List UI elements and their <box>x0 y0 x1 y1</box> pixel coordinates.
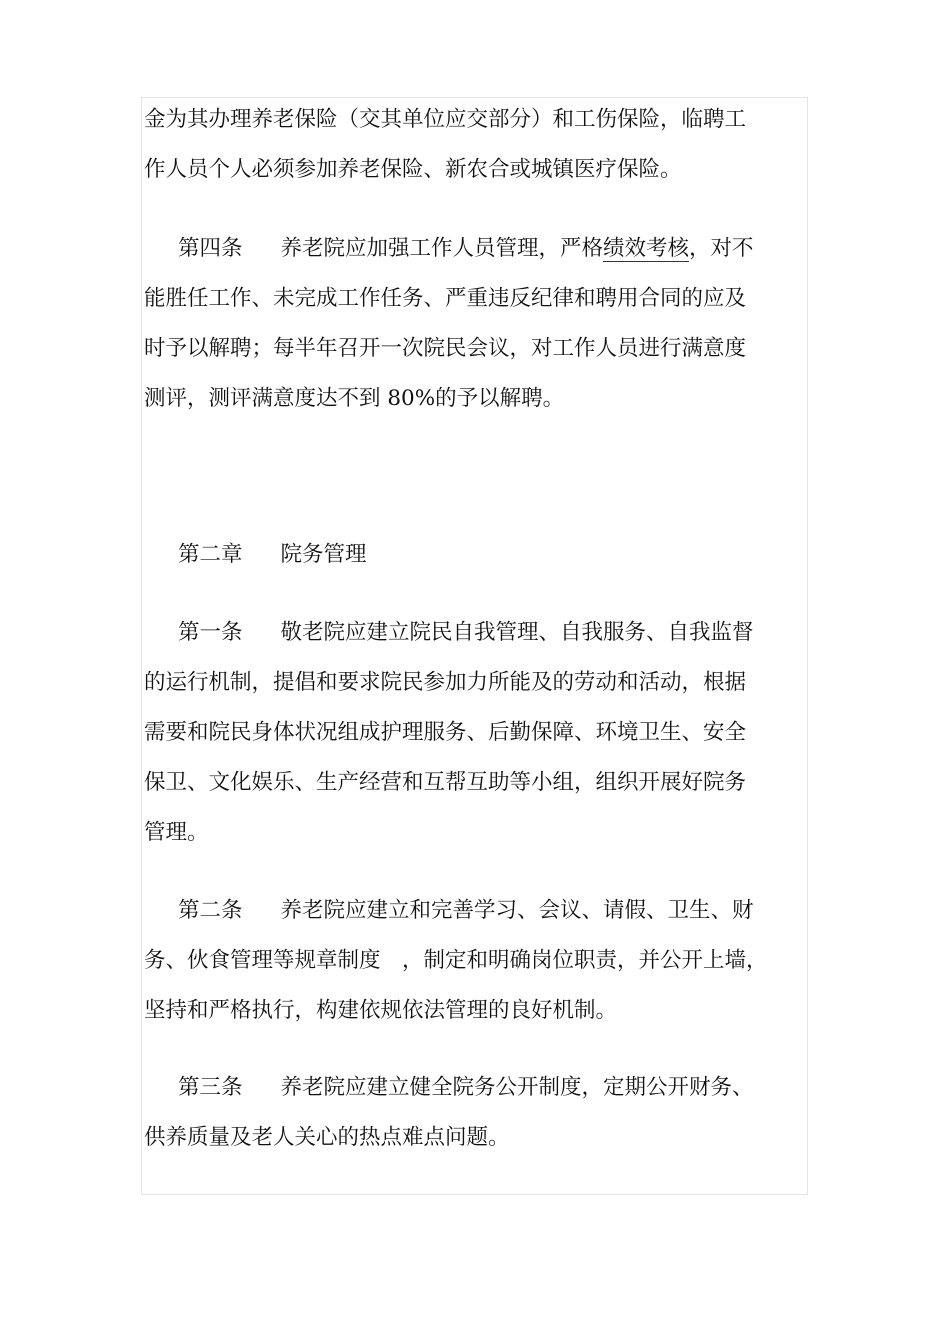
article-label: 第四条 <box>178 236 243 261</box>
paragraph-continued <box>144 95 814 195</box>
chapter-heading <box>144 530 814 580</box>
article-2 <box>144 886 814 1036</box>
text-line: 务、伙食管理等规章制度 ，制定和明确岗位职责，并公开上墙， <box>144 948 768 973</box>
article-1 <box>144 608 814 858</box>
text-line: 养老院应建立和完善学习、会议、请假、卫生、财 <box>280 898 754 923</box>
text-line: 养老院应加强工作人员管理，严格 <box>280 236 604 261</box>
chapter-title: 院务管理 <box>280 542 367 567</box>
text-line: 养老院应建立健全院务公开制度，定期公开财务、 <box>280 1075 754 1100</box>
text-line: 保卫、文化娱乐、生产经营和互帮互助等小组，组织开展好院务 <box>144 770 747 795</box>
performance-link[interactable]: 绩效考核 <box>603 236 690 261</box>
text-line: 能胜任工作、未完成工作任务、严重违反纪律和聘用合同的应及 <box>144 286 747 311</box>
text-line: 的运行机制，提倡和要求院民参加力所能及的劳动和活动，根据 <box>144 670 747 695</box>
text-line: 时予以解聘；每半年召开一次院民会议，对工作人员进行满意度 <box>144 336 747 361</box>
article-3 <box>144 1063 814 1163</box>
article-label: 第二条 <box>178 898 243 923</box>
article-label: 第三条 <box>178 1075 243 1100</box>
text-line: 作人员个人必须参加养老保险、新农合或城镇医疗保险。 <box>144 157 682 182</box>
text-line: 供养质量及老人关心的热点难点问题。 <box>144 1125 510 1150</box>
text-line: 敬老院应建立院民自我管理、自我服务、自我监督 <box>280 620 754 645</box>
article-4: 第四条 养老院应加强工作人员管理，严格绩效考核，对不 能胜任工作、未完成工作任务、严重违反纪律和聘用合同的应及 时予以解聘；每半年召开一次院民会议，对工作人员进行满意度 测评，测评满意度达不到 80%的予以解聘。 <box>144 224 814 424</box>
chapter-label: 第二章 <box>178 542 243 567</box>
text-line: 需要和院民身体状况组成护理服务、后勤保障、环境卫生、安全 <box>144 720 747 745</box>
text-line: 测评，测评满意度达不到 80%的予以解聘。 <box>144 386 565 411</box>
article-label: 第一条 <box>178 620 243 645</box>
text-line: 坚持和严格执行，构建依规依法管理的良好机制。 <box>144 998 618 1023</box>
text-line: 管理。 <box>144 820 209 845</box>
text-line: 金为其办理养老保险（交其单位应交部分）和工伤保险，临聘工 <box>144 107 747 132</box>
